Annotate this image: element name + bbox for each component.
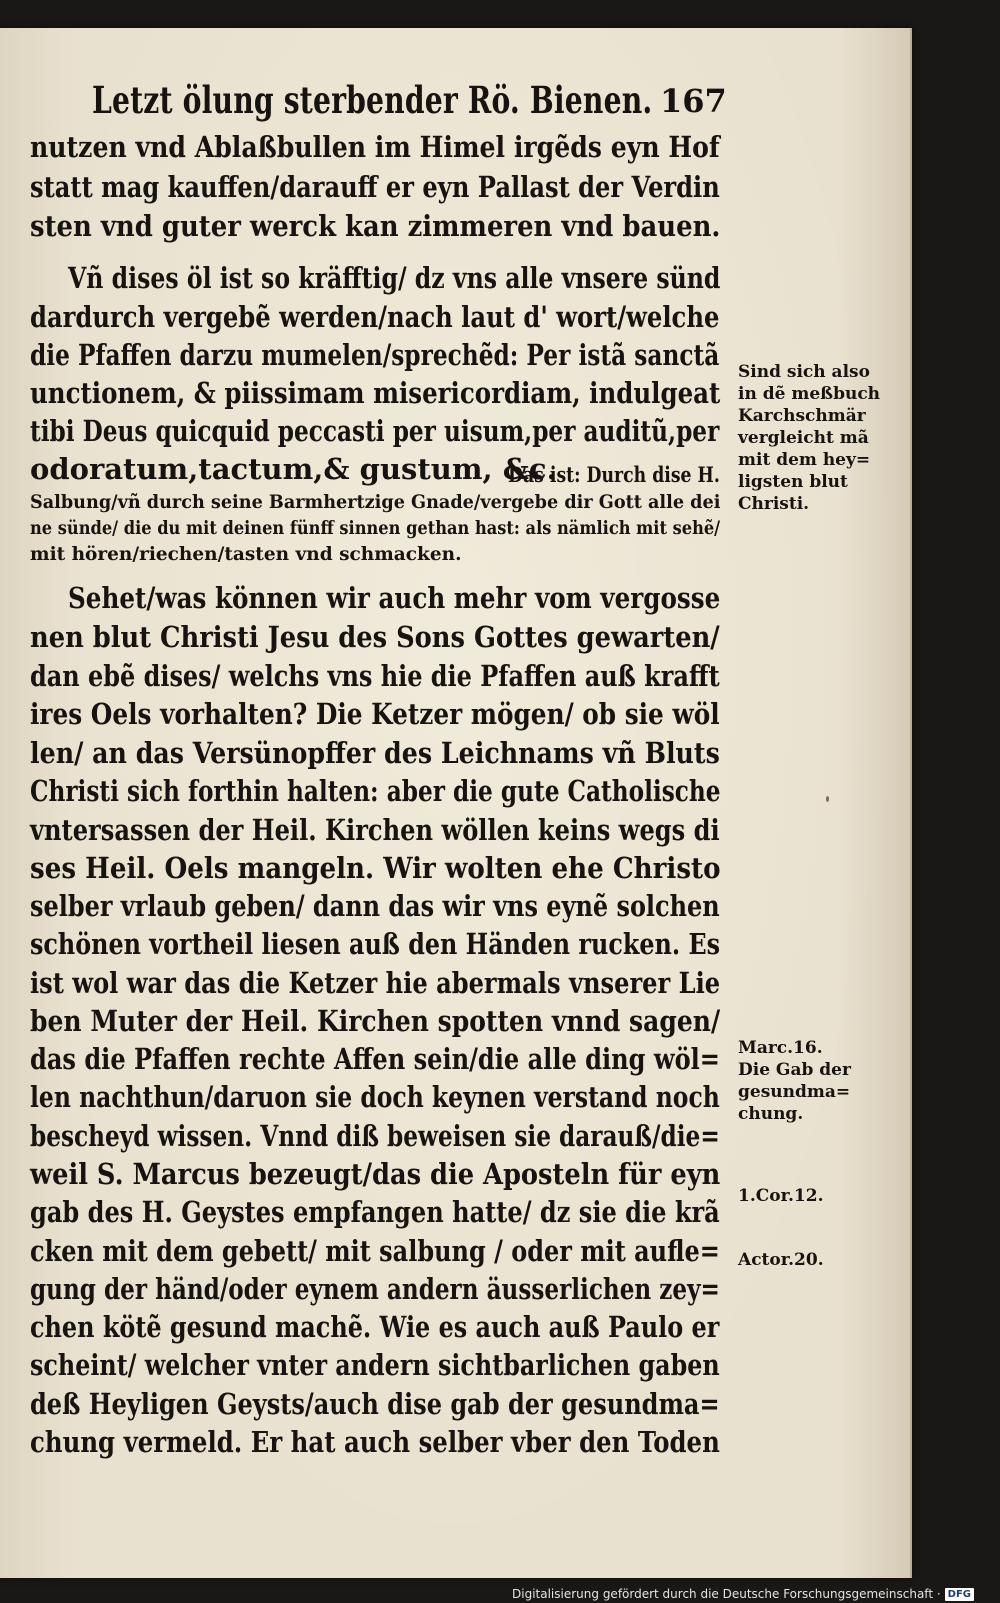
text-line: ires Oels vorhalten? Die Ketzer mögen/ ob sie wöl — [30, 697, 720, 731]
text-line: odoratum,tactum,& gustum, &c. — [30, 452, 557, 486]
text-line: gung der händ/oder eynem andern äusserlichen zey= — [30, 1272, 720, 1306]
text-line: ses Heil. Oels mangeln. Wir wolten ehe Christo — [30, 851, 721, 885]
page-number: 167 — [660, 82, 727, 120]
text-line: unctionem, & piissimam misericordiam, indulgeat — [30, 376, 721, 410]
text-line: len nachthun/daruon sie doch keynen verstand noch — [30, 1080, 720, 1114]
margin-note: 1.Cor.12. — [738, 1186, 824, 1206]
margin-note: Actor.20. — [738, 1250, 824, 1270]
text-line: dan ebẽ dises/ welchs vns hie die Pfaffen auß krafft — [30, 659, 720, 693]
credit-text: Digitalisierung gefördert durch die Deutsche Forschungsgemeinschaft · — [512, 1587, 941, 1601]
text-line: nutzen vnd Ablaßbullen im Himel irgẽds eyn Hof — [30, 130, 720, 164]
text-line: len/ an das Versünopffer des Leichnams vñ Bluts — [30, 736, 720, 770]
text-line: cken mit dem gebett/ mit salbung / oder mit aufle= — [30, 1234, 720, 1268]
text-line: scheint/ welcher vnter andern sichtbarlichen gaben — [30, 1348, 720, 1382]
margin-note: vergleicht mã — [738, 428, 869, 448]
text-line: ist wol war das die Ketzer hie abermals vnserer Lie — [30, 966, 721, 1000]
small-text-line: Salbung/vñ durch seine Barmhertzige Gnade/vergebe dir Gott alle dei — [30, 492, 721, 513]
text-line: ben Muter der Heil. Kirchen spotten vnnd sagen/ — [30, 1004, 721, 1038]
text-line: selber vrlaub geben/ dann das wir vns eynẽ solchen — [30, 889, 720, 923]
book-page — [0, 28, 912, 1578]
text-line: Christi sich forthin halten: aber die gute Catholische — [30, 774, 721, 808]
margin-note: Christi. — [738, 494, 810, 514]
margin-note: in dẽ meßbuch — [738, 384, 881, 404]
paper-speck — [826, 796, 829, 802]
small-text-line: ne sünde/ die du mit deinen fünff sinnen gethan hast: als nämlich mit sehẽ/ — [30, 518, 721, 539]
text-line: statt mag kauffen/darauff er eyn Pallast der Verdin — [30, 170, 720, 204]
digitization-credit — [512, 1587, 974, 1601]
margin-note: ligsten blut — [738, 472, 848, 492]
text-line: tibi Deus quicquid peccasti per uisum,per auditũ,per — [30, 414, 720, 448]
margin-note: Die Gab der — [738, 1060, 851, 1080]
text-line: chen kötẽ gesund machẽ. Wie es auch auß Paulo er — [30, 1310, 720, 1344]
running-title: Letzt ölung sterbender Rö. Bienen. — [92, 78, 653, 122]
text-line: gab des H. Geystes empfangen hatte/ dz sie die krã — [30, 1195, 720, 1229]
margin-note: Sind sich also — [738, 362, 870, 382]
text-line: Sehet/was können wir auch mehr vom vergosse — [68, 581, 721, 615]
text-line: weil S. Marcus bezeugt/das die Aposteln für eyn — [30, 1157, 721, 1191]
text-line: dardurch vergebẽ werden/nach laut d' wort/welche — [30, 300, 720, 334]
text-line: schönen vortheil liesen auß den Händen rucken. Es — [30, 927, 721, 961]
margin-note: Karchschmär — [738, 406, 866, 426]
text-line: sten vnd guter werck kan zimmeren vnd bauen. — [30, 209, 721, 243]
text-line: nen blut Christi Jesu des Sons Gottes gewarten/ — [30, 620, 720, 654]
text-line: das die Pfaffen rechte Affen sein/die alle ding wöl= — [30, 1042, 720, 1076]
text-line: chung vermeld. Er hat auch selber vber den Toden — [30, 1425, 720, 1459]
margin-note: gesundma= — [738, 1082, 851, 1102]
margin-note: mit dem hey= — [738, 450, 871, 470]
text-line: bescheyd wissen. Vnnd diß beweisen sie darauß/die= — [30, 1119, 720, 1153]
main-text-block — [30, 28, 730, 1478]
text-line: Vñ dises öl ist so kräfftig/ dz vns alle vnsere sünd — [68, 261, 721, 295]
margin-note: chung. — [738, 1104, 804, 1124]
small-text-line: Das ist: Durch dise H. — [508, 462, 720, 487]
text-line: vntersassen der Heil. Kirchen wöllen keins wegs di — [30, 813, 720, 847]
text-line: die Pfaffen darzu mumelen/sprechẽd: Per istã sanctã — [30, 338, 720, 372]
text-line: deß Heyligen Geysts/auch dise gab der gesundma= — [30, 1387, 720, 1421]
dfg-logo-icon: DFG — [945, 1588, 974, 1601]
small-text-line: mit hören/riechen/tasten vnd schmacken. — [30, 544, 462, 565]
margin-note: Marc.16. — [738, 1038, 823, 1058]
